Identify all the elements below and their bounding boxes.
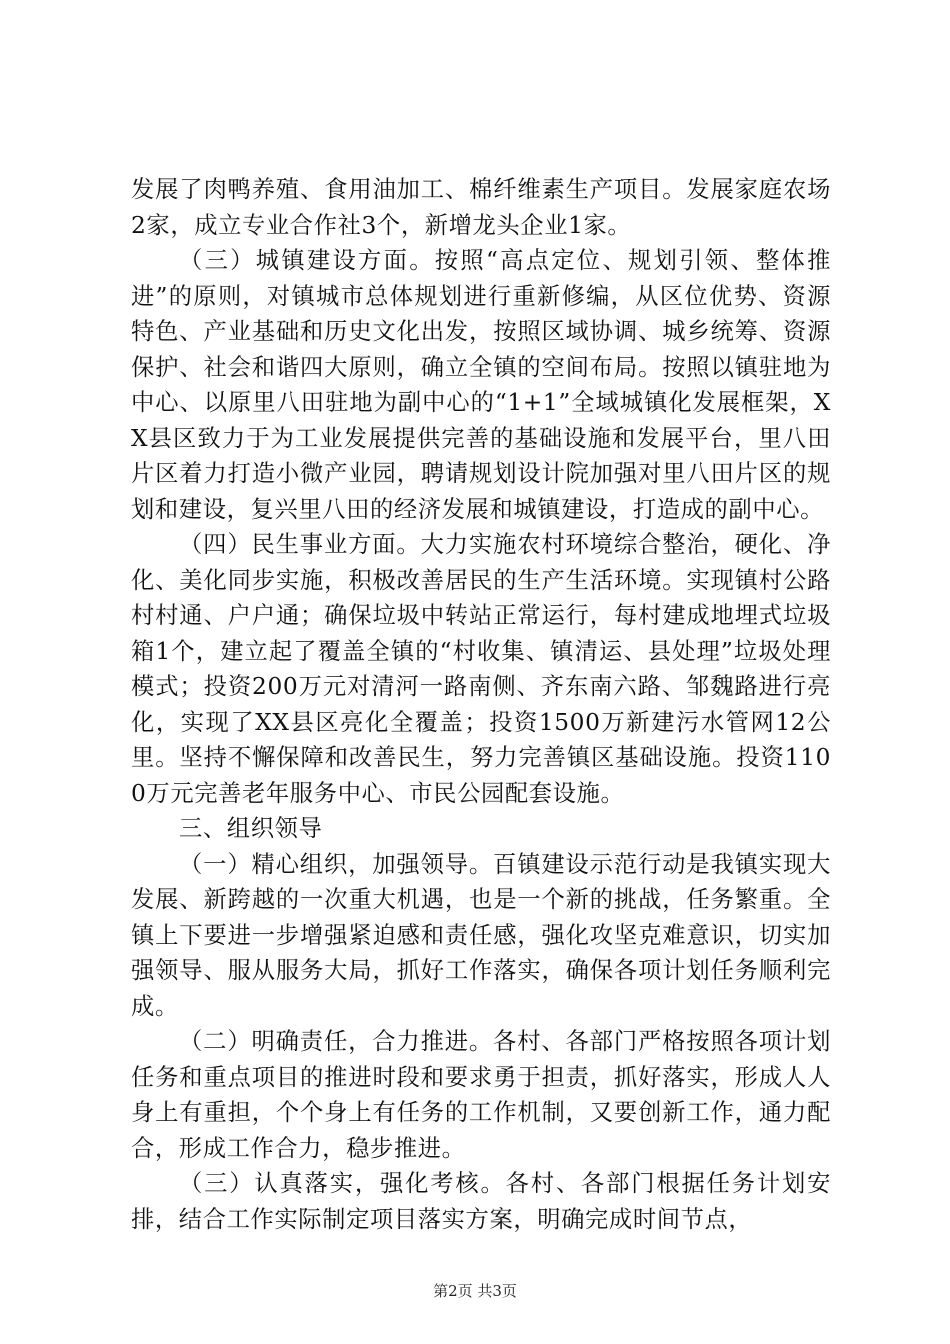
document-body	[131, 172, 831, 1237]
paragraph-implementation: （三）认真落实，强化考核。各村、各部门根据任务计划安排，结合工作实际制定项目落实方案，明确完成时间节点，	[131, 1170, 831, 1233]
page-number: 第2页 共3页	[433, 1282, 517, 1300]
page-footer	[0, 1281, 950, 1301]
section-heading-organization: 三、组织领导	[179, 815, 323, 842]
paragraph-livelihood: （四）民生事业方面。大力实施农村环境综合整治，硬化、净化、美化同步实施，积极改善居民的生产生活环境。实现镇村公路村村通、户户通；确保垃圾中转站正常运行，每村建成地埋式垃圾箱1个，建立起了覆盖全镇的“村收集、镇清运、县处理”垃圾处理模式；投资200万元对清河一路南侧、齐东南六路、邹魏路进行亮化，实现了XX县区亮化全覆盖；投资1500万新建污水管网12公里。坚持不懈保障和改善民生，努力完善镇区基础设施。投资1100万元完善老年服务中心、市民公园配套设施。	[131, 531, 831, 807]
paragraph-organize-lead: （一）精心组织，加强领导。百镇建设示范行动是我镇实现大发展、新跨越的一次重大机遇，也是一个新的挑战，任务繁重。全镇上下要进一步增强紧迫感和责任感，强化攻坚克难意识，切实加强领导、服从服务大局，抓好工作落实，确保各项计划任务顺利完成。	[131, 850, 831, 1020]
paragraph-town-construction: （三）城镇建设方面。按照“高点定位、规划引领、整体推进”的原则，对镇城市总体规划进行重新修编，从区位优势、资源特色、产业基础和历史文化出发，按照区域协调、城乡统筹、资源保护、社会和谐四大原则，确立全镇的空间布局。按照以镇驻地为中心、以原里八田驻地为副中心的“1+1”全域城镇化发展框架，XX县区致力于为工业发展提供完善的基础设施和发展平台，里八田片区着力打造小微产业园，聘请规划设计院加强对里八田片区的规划和建设，复兴里八田的经济发展和城镇建设，打造成的副中心。	[131, 247, 831, 523]
paragraph-continuation: 发展了肉鸭养殖、食用油加工、棉纤维素生产项目。发展家庭农场2家，成立专业合作社3个，新增龙头企业1家。	[131, 176, 831, 239]
paragraph-responsibility: （二）明确责任，合力推进。各村、各部门严格按照各项计划任务和重点项目的推进时段和要求勇于担责，抓好落实，形成人人身上有重担，个个身上有任务的工作机制，又要创新工作，通力配合，形成工作合力，稳步推进。	[131, 1028, 831, 1162]
